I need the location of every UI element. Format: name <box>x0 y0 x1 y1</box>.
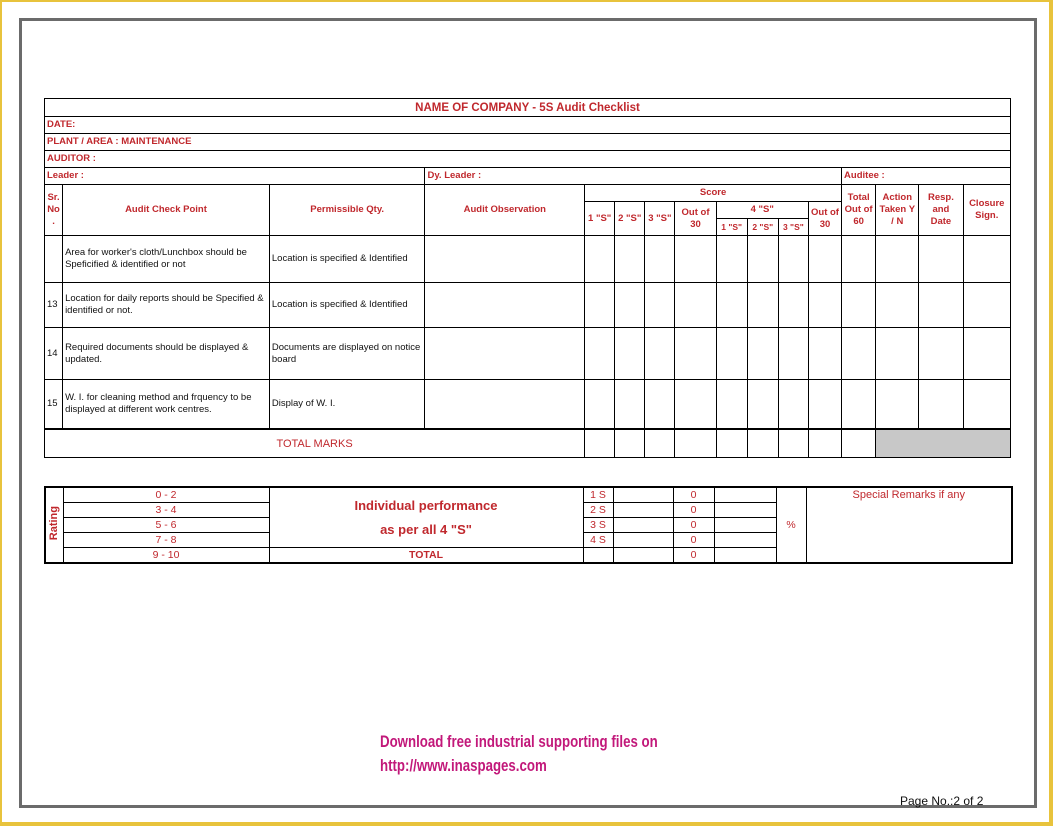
row-cell[interactable] <box>615 380 645 430</box>
header-out-of-30: Out of 30 <box>675 202 716 236</box>
total-label: TOTAL <box>269 548 583 564</box>
s-value: 0 <box>673 503 714 518</box>
total-cell[interactable] <box>716 429 747 458</box>
row-cell[interactable] <box>963 283 1011 328</box>
row-cell[interactable] <box>585 236 615 283</box>
row-cell[interactable] <box>716 328 747 380</box>
total-cell[interactable] <box>585 429 615 458</box>
row-cell[interactable] <box>585 283 615 328</box>
promo-link[interactable]: http://www.inaspages.com <box>380 756 547 775</box>
row-check-point: Area for worker's cloth/Lunchbox should be Speficified & identified or not <box>63 236 270 283</box>
s-label: 2 S <box>583 503 613 518</box>
row-sr <box>45 236 63 283</box>
row-cell[interactable] <box>615 283 645 328</box>
row-cell[interactable] <box>919 328 963 380</box>
row-check-point: W. I. for cleaning method and frquency to be displayed at different work centres. <box>63 380 270 430</box>
leader-field[interactable]: Leader : <box>45 168 425 185</box>
header-fs1: 1 "S" <box>716 219 747 236</box>
s-cell[interactable] <box>613 548 673 564</box>
header-closure: Closure Sign. <box>963 185 1011 236</box>
header-s1: 1 "S" <box>585 202 615 236</box>
total-value: 0 <box>673 548 714 564</box>
row-cell[interactable] <box>778 283 808 328</box>
row-cell[interactable] <box>963 328 1011 380</box>
total-cell[interactable] <box>645 429 675 458</box>
rating-range: 3 - 4 <box>63 503 269 518</box>
row-cell[interactable] <box>842 236 876 283</box>
page-frame <box>2 2 1049 822</box>
auditor-field[interactable]: AUDITOR : <box>45 151 1011 168</box>
row-sr: 14 <box>45 328 63 380</box>
row-cell[interactable] <box>963 380 1011 430</box>
row-cell[interactable] <box>842 328 876 380</box>
row-cell[interactable] <box>778 236 808 283</box>
row-cell[interactable] <box>645 328 675 380</box>
s-cell[interactable] <box>714 548 776 564</box>
individual-performance <box>269 487 583 548</box>
dy-leader-field[interactable]: Dy. Leader : <box>425 168 842 185</box>
s-label: 3 S <box>583 518 613 533</box>
row-cell[interactable] <box>747 283 778 328</box>
form-title: NAME OF COMPANY - 5S Audit Checklist <box>45 99 1011 117</box>
row-check-point: Location for daily reports should be Specified & identified or not. <box>63 283 270 328</box>
rating-table <box>44 486 1013 564</box>
row-cell[interactable] <box>808 283 841 328</box>
s-cell[interactable] <box>714 503 776 518</box>
perf-line-1: Individual performance <box>354 497 498 513</box>
download-promo <box>380 730 658 778</box>
s-value: 0 <box>673 487 714 503</box>
row-cell[interactable] <box>876 283 919 328</box>
total-grey-cell <box>876 429 1011 458</box>
header-s2: 2 "S" <box>615 202 645 236</box>
s-value: 0 <box>673 533 714 548</box>
rating-label: Rating <box>48 505 61 541</box>
row-cell[interactable] <box>747 380 778 430</box>
header-fs3: 3 "S" <box>778 219 808 236</box>
header-total: Total Out of 60 <box>842 185 876 236</box>
table-row <box>45 283 1011 328</box>
row-cell[interactable] <box>808 236 841 283</box>
row-cell[interactable] <box>716 380 747 430</box>
row-cell[interactable] <box>645 236 675 283</box>
row-cell[interactable] <box>675 236 716 283</box>
header-score: Score <box>585 185 842 202</box>
row-cell[interactable] <box>675 380 716 430</box>
row-cell[interactable] <box>747 236 778 283</box>
row-cell[interactable] <box>645 380 675 430</box>
rating-label-cell <box>45 487 63 563</box>
row-cell[interactable] <box>919 236 963 283</box>
s-cell[interactable] <box>613 533 673 548</box>
header-check-point: Audit Check Point <box>63 185 270 236</box>
row-cell[interactable] <box>842 283 876 328</box>
total-cell[interactable] <box>842 429 876 458</box>
row-cell[interactable] <box>747 328 778 380</box>
table-row <box>45 236 1011 283</box>
audit-checklist-table <box>44 98 1011 458</box>
row-cell[interactable] <box>919 380 963 430</box>
total-marks-row <box>45 429 1011 458</box>
header-fs2: 2 "S" <box>747 219 778 236</box>
row-cell[interactable] <box>716 236 747 283</box>
row-cell[interactable] <box>876 328 919 380</box>
row-permissible: Location is specified & Identified <box>269 236 425 283</box>
row-sr: 15 <box>45 380 63 430</box>
s-label: 1 S <box>583 487 613 503</box>
header-action: Action Taken Y / N <box>876 185 919 236</box>
rating-range: 0 - 2 <box>63 487 269 503</box>
total-marks-label: TOTAL MARKS <box>45 429 585 458</box>
table-row <box>45 328 1011 380</box>
table-row <box>45 380 1011 430</box>
header-s3: 3 "S" <box>645 202 675 236</box>
s-cell[interactable] <box>714 487 776 503</box>
row-cell[interactable] <box>615 328 645 380</box>
header-out-of-30b: Out of 30 <box>808 202 841 236</box>
date-field[interactable]: DATE: <box>45 117 1011 134</box>
row-observation[interactable] <box>425 380 585 430</box>
row-cell[interactable] <box>585 380 615 430</box>
row-check-point: Required documents should be displayed & updated. <box>63 328 270 380</box>
total-cell[interactable] <box>615 429 645 458</box>
page-number: Page No.:2 of 2 <box>900 794 984 808</box>
s-value: 0 <box>673 518 714 533</box>
row-observation[interactable] <box>425 236 585 283</box>
rating-range: 7 - 8 <box>63 533 269 548</box>
s-cell[interactable] <box>613 518 673 533</box>
s-label: 4 S <box>583 533 613 548</box>
row-cell[interactable] <box>585 328 615 380</box>
total-cell[interactable] <box>675 429 716 458</box>
row-cell[interactable] <box>645 283 675 328</box>
row-cell[interactable] <box>963 236 1011 283</box>
row-cell[interactable] <box>842 380 876 430</box>
plant-area-field[interactable]: PLANT / AREA : MAINTENANCE <box>45 134 1011 151</box>
rating-range: 5 - 6 <box>63 518 269 533</box>
row-cell[interactable] <box>808 328 841 380</box>
row-observation[interactable] <box>425 328 585 380</box>
row-sr: 13 <box>45 283 63 328</box>
total-cell[interactable] <box>778 429 808 458</box>
row-cell[interactable] <box>675 283 716 328</box>
row-cell[interactable] <box>876 236 919 283</box>
special-remarks[interactable]: Special Remarks if any <box>806 487 1012 563</box>
s-cell[interactable] <box>613 487 673 503</box>
auditee-field[interactable]: Auditee : <box>842 168 1011 185</box>
row-cell[interactable] <box>919 283 963 328</box>
row-permissible: Display of W. I. <box>269 380 425 430</box>
row-cell[interactable] <box>778 380 808 430</box>
perf-line-2: as per all 4 "S" <box>380 521 472 537</box>
total-cell[interactable] <box>808 429 841 458</box>
header-four-s: 4 "S" <box>716 202 808 219</box>
row-cell[interactable] <box>808 380 841 430</box>
s-cell[interactable] <box>583 548 613 564</box>
header-resp: Resp. and Date <box>919 185 963 236</box>
checklist-sheet <box>19 18 1037 808</box>
row-cell[interactable] <box>716 283 747 328</box>
row-cell[interactable] <box>615 236 645 283</box>
row-observation[interactable] <box>425 283 585 328</box>
row-permissible: Location is specified & Identified <box>269 283 425 328</box>
row-cell[interactable] <box>675 328 716 380</box>
row-permissible: Documents are displayed on notice board <box>269 328 425 380</box>
s-cell[interactable] <box>613 503 673 518</box>
row-cell[interactable] <box>876 380 919 430</box>
s-cell[interactable] <box>714 518 776 533</box>
s-cell[interactable] <box>714 533 776 548</box>
header-permissible: Permissible Qty. <box>269 185 425 236</box>
total-cell[interactable] <box>747 429 778 458</box>
percent-cell: % <box>776 487 806 563</box>
promo-line-1: Download free industrial supporting files on <box>380 732 658 751</box>
row-cell[interactable] <box>778 328 808 380</box>
header-observation: Audit Observation <box>425 185 585 236</box>
header-sr-no: Sr. No . <box>45 185 63 236</box>
rating-range: 9 - 10 <box>63 548 269 564</box>
